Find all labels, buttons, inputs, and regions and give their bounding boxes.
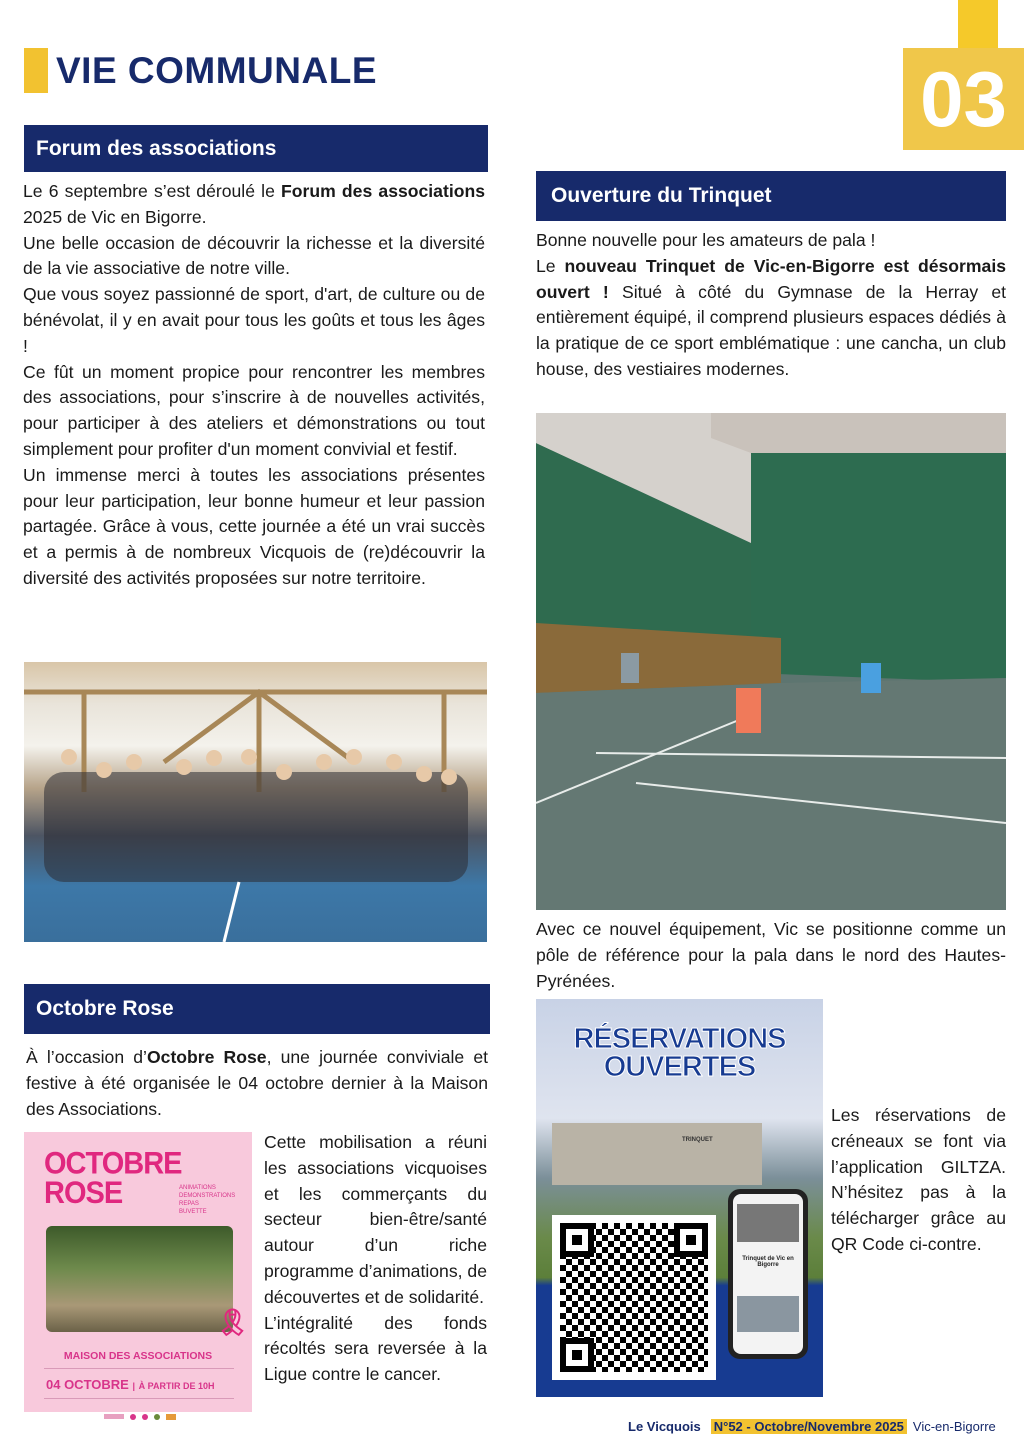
section-header-forum xyxy=(24,125,488,172)
text: 2025 de Vic en Bigorre. xyxy=(23,206,207,227)
text: , une journée conviviale et festive à été organisée le 04 octobre dernier à la Maison des Associations. xyxy=(26,1047,489,1119)
reservations-poster xyxy=(536,999,823,1397)
text: Le 6 septembre s’est déroulé le xyxy=(23,181,282,201)
paragraph: Les réservations de créneaux se font via l’application GILTZA. N’hésitez pas à la télécharger grâce au QR Code ci-contre. xyxy=(831,1105,1006,1254)
poster-title: OUVERTES xyxy=(603,1051,756,1083)
trinquet-court-photo xyxy=(536,413,1006,910)
octobre-rose-poster: OCTOBRE ROSE ANIMATIONS DEMONSTRATIONS REPAS BUVETTE 🎗 MAISON DES ASSOCIATIONS 04 OCTOBRE | À PARTIR DE 10H xyxy=(24,1132,252,1412)
qr-code[interactable] xyxy=(552,1215,716,1380)
page-number-box xyxy=(903,48,1024,150)
activity: DEMONSTRATIONS xyxy=(179,1193,236,1199)
photo-illustration xyxy=(536,413,1006,910)
page-number: 03 xyxy=(920,55,1007,143)
forum-group-photo xyxy=(24,662,487,942)
activity: REPAS xyxy=(179,1201,199,1207)
poster-time: À PARTIR DE 10H xyxy=(138,1381,215,1391)
poster-date: 04 OCTOBRE xyxy=(46,1377,129,1392)
paragraph xyxy=(23,179,485,231)
poster-activities xyxy=(179,1184,235,1216)
paragraph: Un immense merci à toutes les associations présentes pour leur participation, leur bonne humeur et leur passion partagée. Grâce à vous, cette journée a été un vrai succès et a permis à de nombreux Vicquois de (re)découvrir la diversité des activités proposées sur notre territoire. xyxy=(23,464,485,588)
forum-article xyxy=(23,179,485,592)
paragraph xyxy=(26,1045,488,1122)
octobre-intro xyxy=(26,1045,488,1122)
section-title: Octobre Rose xyxy=(36,997,174,1020)
activity: BUVETTE xyxy=(179,1209,207,1215)
building xyxy=(552,1123,762,1185)
activity: ANIMATIONS xyxy=(179,1185,216,1191)
town-name: Vic-en-Bigorre xyxy=(912,1419,996,1434)
paragraph: Cette mobilisation a réuni les associations vicquoises et les commerçants du secteur bien-être/santé autour d’un riche programme d’animations, de découvertes et de solidarité. xyxy=(264,1132,487,1307)
publication-name: Le Vicquois xyxy=(628,1419,701,1434)
photo-illustration xyxy=(24,662,487,942)
paragraph: Avec ce nouvel équipement, Vic se positionne comme un pôle de référence pour la pala dans le nord des Hautes-Pyrénées. xyxy=(536,919,1006,991)
paragraph: Bonne nouvelle pour les amateurs de pala ! xyxy=(536,230,876,250)
page-title: VIE COMMUNALE xyxy=(56,50,377,91)
poster-title: ROSE xyxy=(44,1175,123,1211)
paragraph: L’intégralité des fonds récoltés sera reversée à la Ligue contre le cancer. xyxy=(264,1312,487,1385)
section-header-trinquet xyxy=(536,171,1006,221)
poster-photo xyxy=(46,1226,233,1332)
poster-title: RÉSERVATIONS xyxy=(573,1023,786,1055)
paragraph: Une belle occasion de découvrir la richesse et la diversité de la vie associative de notre ville. xyxy=(23,232,485,279)
trinquet-conclusion xyxy=(536,917,1006,994)
text-bold: Forum des associations xyxy=(281,181,485,201)
text: À l’occasion d’ xyxy=(26,1047,147,1067)
paragraph: Que vous soyez passionné de sport, d'art, de culture ou de bénévolat, il y en avait pour tous les goûts et tous les âges ! xyxy=(23,284,485,356)
text: Le xyxy=(536,255,565,276)
page-number-tab xyxy=(958,0,998,50)
text-bold: Octobre Rose xyxy=(146,1047,267,1067)
text: Situé à côté du Gymnase de la Herray et entièrement équipé, il comprend plusieurs espaces dédiés à la pratique de ce sport emblématique : une cancha, un club house, des vestiaires modernes. xyxy=(536,281,1006,379)
footer xyxy=(628,1419,996,1434)
trinquet-article xyxy=(536,228,1006,383)
title-accent-bar xyxy=(24,48,48,93)
section-header-octobre-rose xyxy=(24,984,490,1034)
pink-ribbon-icon: 🎗 xyxy=(216,1307,250,1337)
reservation-info xyxy=(831,1103,1006,1258)
poster-title: OCTOBRE xyxy=(44,1146,182,1182)
building-sign: TRINQUET xyxy=(682,1137,713,1143)
issue-label: N°52 - Octobre/Novembre 2025 xyxy=(711,1419,907,1434)
section-title: Ouverture du Trinquet xyxy=(551,184,772,207)
section-title: Forum des associations xyxy=(36,136,277,160)
paragraph: Ce fût un moment propice pour rencontrer les membres des associations, pour s’inscrire à de nouvelles activités, pour participer à des ateliers et démonstrations ou tout simplement pour profiter d'un moment convivial et festif. xyxy=(23,361,485,459)
text-bold: nouveau Trinquet de Vic-en-Bigorre est désormais ouvert ! xyxy=(536,255,1006,302)
sponsor-logos xyxy=(80,1414,200,1424)
octobre-article xyxy=(264,1130,487,1388)
phone-mockup xyxy=(728,1189,808,1359)
paragraph xyxy=(536,254,1006,383)
phone-app-title: Trinquet de Vic en Bigorre xyxy=(742,1256,794,1268)
poster-venue: MAISON DES ASSOCIATIONS xyxy=(63,1350,213,1362)
